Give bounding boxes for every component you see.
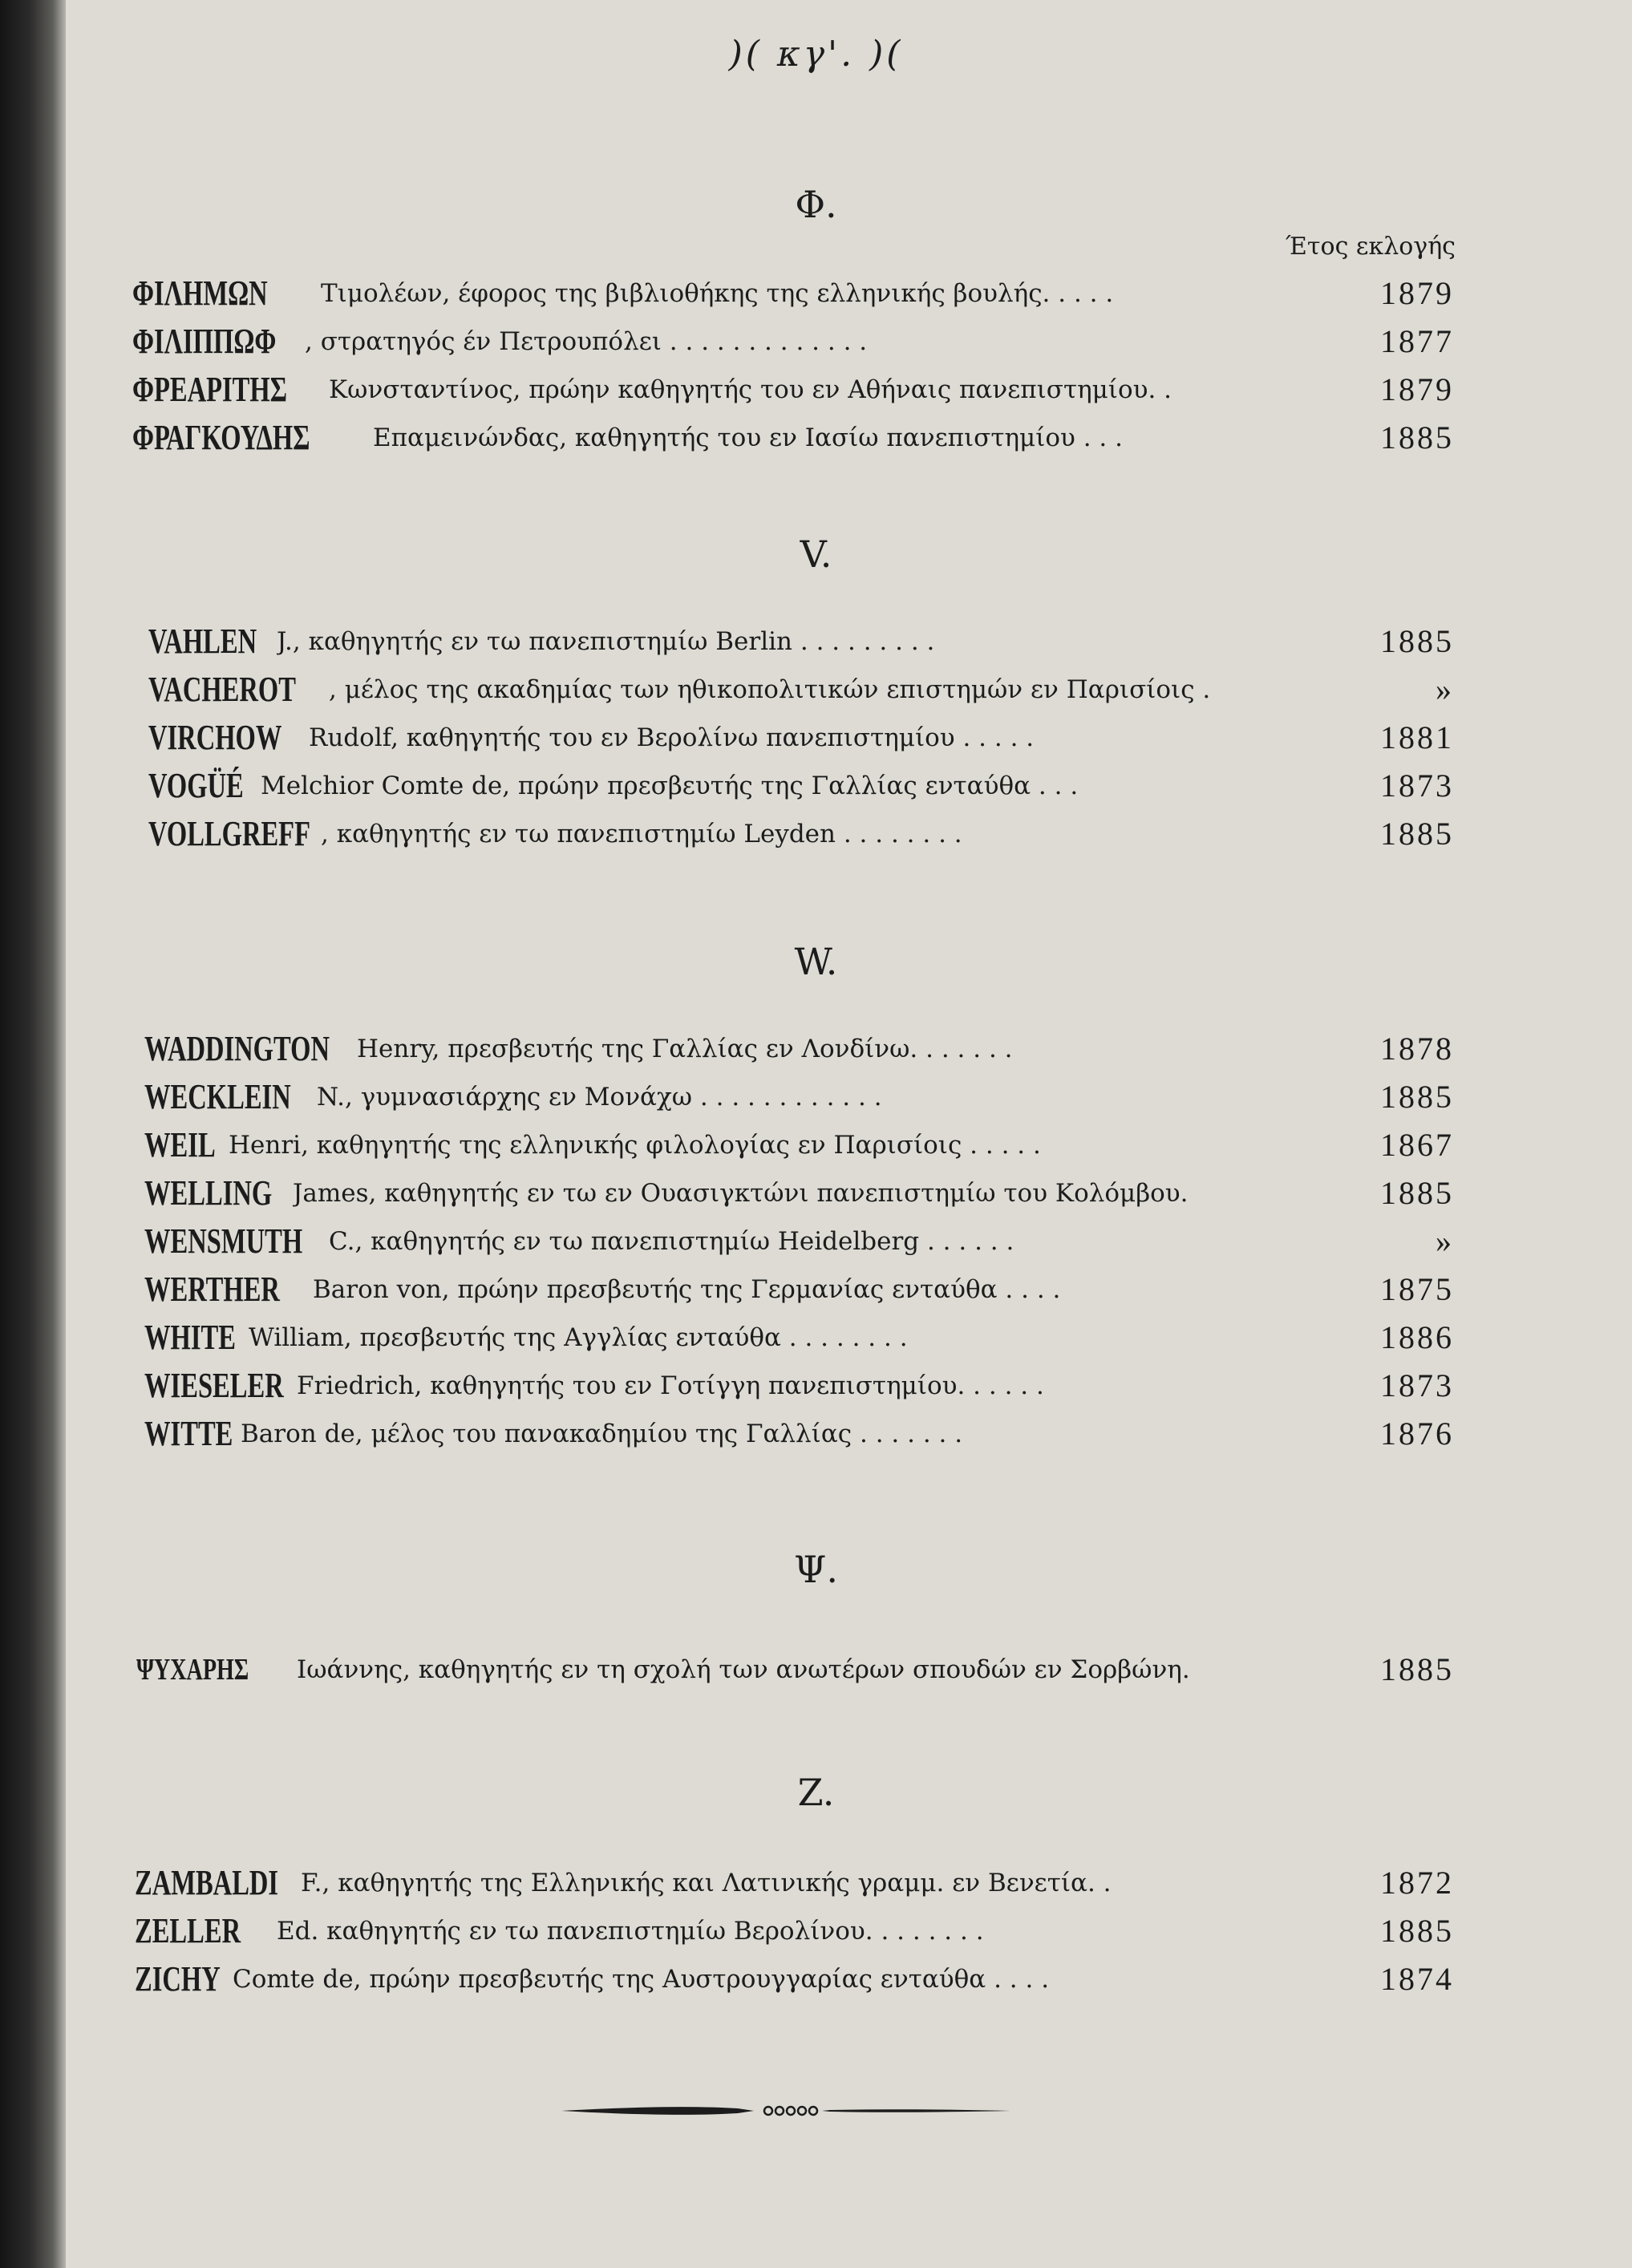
entry-description: Κωνσταντίνος, πρώην καθηγητής του εν Αθήναις πανεπιστημίου. . — [329, 375, 1172, 404]
list-item — [0, 318, 1632, 366]
list-item — [0, 414, 1632, 462]
entry-description: , καθηγητής εν τω πανεπιστημίω Leyden . . . . . . . . — [321, 820, 962, 848]
entry-year: 1873 — [1380, 1367, 1454, 1403]
entry-description: Τιμολέων, έφορος της βιβλιοθήκης της ελληνικής βουλής. . . . . — [321, 279, 1114, 308]
entry-description: Rudolf, καθηγητής του εν Βερολίνω πανεπιστημίου . . . . . — [309, 723, 1035, 752]
entry-name: VACHEROT — [148, 670, 296, 709]
entry-year: 1867 — [1380, 1127, 1454, 1163]
entry-name: ΦΙΛΗΜΩΝ — [132, 273, 268, 313]
entry-description: James, καθηγητής εν τω εν Ουασιγκτώνι πανεπιστημίω του Κολόμβου. — [293, 1179, 1189, 1208]
list-item — [0, 1121, 1632, 1169]
entry-name: ΦΙΛΙΠΠΩΦ — [132, 322, 277, 361]
entry-year: 1885 — [1380, 1651, 1454, 1687]
section-letter-w: W. — [794, 940, 838, 983]
list-item — [0, 714, 1632, 762]
entry-year: 1879 — [1380, 275, 1454, 311]
entry-description: Comte de, πρώην πρεσβευτής της Αυστρουγγαρίας ενταύθα . . . . — [233, 1965, 1050, 1994]
section-letter-psi: Ψ. — [794, 1548, 838, 1591]
entry-year: 1881 — [1380, 719, 1454, 755]
entry-name: WITTE — [144, 1414, 233, 1453]
entry-description: Baron von, πρώην πρεσβευτής της Γερμανίας ενταύθα . . . . — [313, 1275, 1061, 1304]
list-item — [0, 1955, 1632, 2003]
entry-year: 1885 — [1380, 816, 1454, 852]
entry-description: Ed. καθηγητής εν τω πανεπιστημίω Βερολίνου. . . . . . . . — [277, 1917, 984, 1946]
entry-year: 1885 — [1380, 1913, 1454, 1949]
entry-description: , στρατηγός έν Πετρουπόλει . . . . . . . . . . . . . — [305, 327, 868, 356]
entry-year: 1876 — [1380, 1415, 1454, 1452]
list-item — [0, 618, 1632, 666]
entry-description: J., καθηγητής εν τω πανεπιστημίω Berlin . . . . . . . . . — [277, 627, 935, 656]
list-item — [0, 1217, 1632, 1266]
entry-description: William, πρεσβευτής της Αγγλίας ενταύθα . . . . . . . . — [249, 1323, 908, 1352]
list-item — [0, 1169, 1632, 1217]
entry-description: Friedrich, καθηγητής του εν Γοτίγγη πανεπιστημίου. . . . . . — [297, 1371, 1044, 1400]
entry-description: Henry, πρεσβευτής της Γαλλίας εν Λονδίνω. . . . . . . — [357, 1035, 1013, 1063]
entry-name: WERTHER — [144, 1270, 280, 1309]
entry-year: » — [1436, 671, 1454, 707]
list-item — [0, 1073, 1632, 1121]
entry-name: WECKLEIN — [144, 1077, 291, 1116]
list-item — [0, 1907, 1632, 1955]
list-item — [0, 1646, 1632, 1694]
entry-description: Baron de, μέλος του πανακαδημίου της Γαλλίας . . . . . . . — [241, 1420, 963, 1448]
entry-description: Επαμεινώνδας, καθηγητής του εν Ιασίω πανεπιστημίου . . . — [373, 423, 1123, 452]
end-ornament — [561, 2095, 1010, 2127]
entry-year: 1885 — [1380, 1175, 1454, 1211]
entry-year: 1875 — [1380, 1271, 1454, 1307]
section-letter-z: Z. — [797, 1771, 835, 1814]
entry-year: 1879 — [1380, 371, 1454, 407]
entry-year: 1872 — [1380, 1865, 1454, 1901]
entry-name: ΦΡΕΑΡΙΤΗΣ — [132, 370, 288, 409]
list-item — [0, 810, 1632, 858]
list-item — [0, 1410, 1632, 1458]
entry-name: VOLLGREFF — [148, 814, 310, 853]
entry-description: N., γυμνασιάρχης εν Μονάχω . . . . . . . . . . . . — [317, 1083, 882, 1112]
entry-year: 1877 — [1380, 323, 1454, 359]
entry-name: VAHLEN — [148, 622, 257, 661]
entry-description: Melchior Comte de, πρώην πρεσβευτής της Γαλλίας ενταύθα . . . — [261, 772, 1079, 800]
entry-description: , μέλος της ακαδημίας των ηθικοπολιτικών επιστημών εν Παρισίοις . — [329, 675, 1211, 704]
entry-name: ΦΡΑΓΚΟΥΔΗΣ — [132, 418, 310, 457]
entry-name: WIESELER — [144, 1366, 284, 1405]
year-column-header: Έτος εκλογής — [1285, 233, 1456, 261]
list-item — [0, 366, 1632, 414]
list-item — [0, 269, 1632, 318]
entry-name: WHITE — [144, 1318, 236, 1357]
entry-year: 1885 — [1380, 419, 1454, 456]
entry-name: WEIL — [144, 1125, 216, 1164]
list-item — [0, 1314, 1632, 1362]
entry-year: » — [1436, 1223, 1454, 1259]
list-item — [0, 1362, 1632, 1410]
entry-year: 1873 — [1380, 767, 1454, 804]
list-item — [0, 1859, 1632, 1907]
entry-year: 1874 — [1380, 1961, 1454, 1997]
entry-year: 1885 — [1380, 623, 1454, 659]
section-letter-v: V. — [800, 533, 832, 576]
section-letter-phi: Φ. — [795, 183, 837, 226]
entry-name: ZAMBALDI — [135, 1863, 279, 1902]
list-item — [0, 762, 1632, 810]
entry-description: Ιωάννης, καθηγητής εν τη σχολή των ανωτέρων σπουδών εν Σορβώνη. — [297, 1655, 1190, 1684]
list-item — [0, 666, 1632, 714]
entry-name: VIRCHOW — [148, 718, 282, 757]
entry-name: ZICHY — [135, 1959, 221, 1999]
entry-year: 1878 — [1380, 1031, 1454, 1067]
list-item — [0, 1025, 1632, 1073]
entry-description: F., καθηγητής της Ελληνικής και Λατινικής γραμμ. εν Βενετία. . — [301, 1869, 1112, 1897]
list-item — [0, 1266, 1632, 1314]
entry-year: 1885 — [1380, 1079, 1454, 1115]
entry-name: ZELLER — [135, 1911, 241, 1950]
entry-description: Henri, καθηγητής της ελληνικής φιλολογίας εν Παρισίοις . . . . . — [229, 1131, 1041, 1160]
entry-year: 1886 — [1380, 1319, 1454, 1355]
entry-name: ΨΥΧΑΡΗΣ — [136, 1653, 249, 1687]
page-number: )( κγ'. )( — [728, 34, 904, 75]
entry-description: C., καθηγητής εν τω πανεπιστημίω Heidelberg . . . . . . — [329, 1227, 1014, 1256]
entry-name: WELLING — [144, 1173, 273, 1213]
entry-name: WADDINGTON — [144, 1029, 330, 1068]
entry-name: VOGÜÉ — [148, 766, 244, 805]
entry-name: WENSMUTH — [144, 1221, 303, 1261]
